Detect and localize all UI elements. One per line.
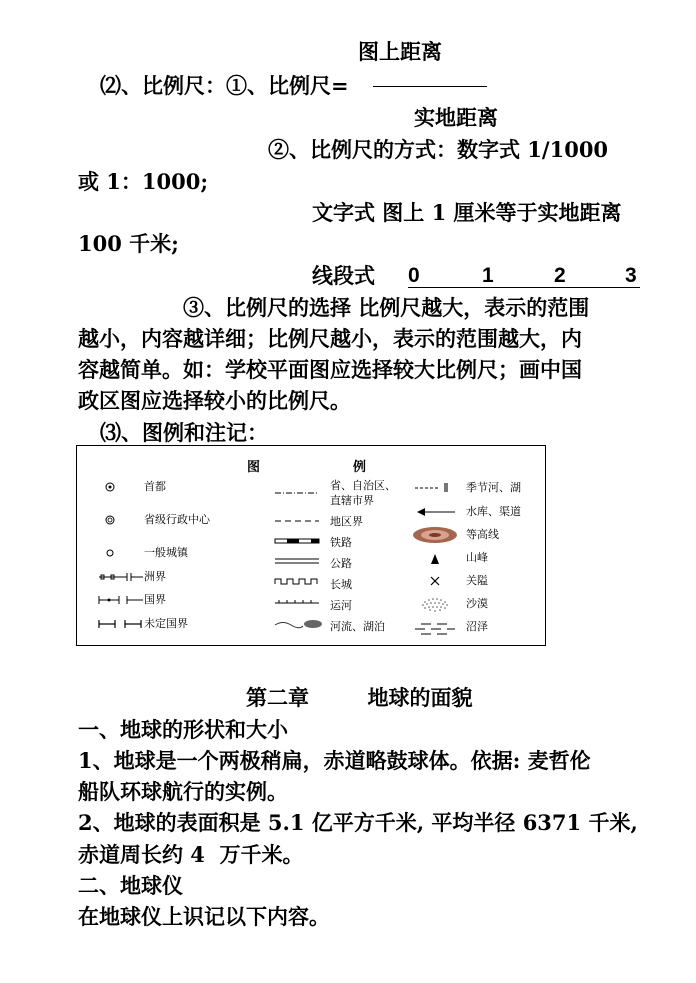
provincial-capital-icon [106, 516, 114, 524]
legend-label: 关隘 [466, 574, 488, 587]
line-form-label: 线段式 [312, 263, 375, 288]
legend-heading: ⑶、图例和注记： [100, 420, 268, 445]
scale-methods-line: 或 1：1000; [78, 169, 209, 194]
section-title: 一、地球的形状和大小 [78, 717, 288, 742]
legend-label: 等高线 [466, 528, 499, 541]
legend-label: 省、自治区、 [330, 479, 396, 492]
contour-icon [413, 527, 457, 543]
scale-heading: ⑵、比例尺：①、比例尺= [100, 73, 349, 98]
paragraph-line: 船队环球航行的实例。 [78, 779, 288, 804]
scale-tick-label: 3 [625, 264, 637, 287]
legend-label: 河流、湖泊 [330, 620, 385, 633]
paragraph-line: 在地球仪上识记以下内容。 [78, 904, 330, 929]
undetermined-border-icon [99, 620, 141, 628]
legend-label: 国界 [144, 593, 166, 606]
reservoir-icon [417, 508, 455, 516]
highway-icon [275, 559, 319, 563]
chapter-title: 第二章 地球的面貌 [246, 685, 473, 710]
river-lake-icon [275, 620, 322, 628]
selection-line: 越小，内容越详细；比例尺越小，表示的范围越大，内 [78, 326, 582, 351]
line-scale [408, 262, 640, 288]
railway-icon [275, 539, 319, 543]
legend-label: 沼泽 [466, 620, 488, 633]
scale-methods-line: ②、比例尺的方式：数字式 1/1000 [268, 137, 609, 162]
legend-label: 一般城镇 [144, 546, 188, 559]
legend-label: 水库、渠道 [466, 505, 521, 518]
map-legend [76, 445, 546, 646]
continent-border-icon [99, 573, 143, 581]
legend-label: 沙漠 [466, 597, 488, 610]
peak-icon [431, 554, 439, 564]
legend-label: 洲界 [144, 570, 166, 583]
pass-icon [431, 577, 439, 585]
legend-label: 铁路 [330, 536, 352, 549]
legend-col3-symbols [411, 476, 461, 642]
fraction-bar [373, 86, 487, 87]
formula-denominator: 实地距离 [414, 105, 498, 130]
legend-label: 首都 [144, 480, 166, 493]
formula-numerator: 图上距离 [358, 39, 442, 64]
canal-icon [275, 600, 319, 603]
selection-line: 政区图应选择较小的比例尺。 [78, 388, 351, 413]
legend-title-left: 图 [247, 460, 261, 475]
paragraph-line: 赤道周长约 4 万千米。 [78, 842, 304, 867]
scale-tick-label: 1 [482, 264, 494, 287]
scale-tick-label: 2 [554, 264, 566, 287]
legend-col1-symbols [97, 480, 147, 640]
scale-tick-label: 0 [408, 264, 420, 287]
marsh-icon [415, 624, 455, 634]
text-form-line: 文字式 图上 1 厘米等于实地距离 [312, 200, 622, 225]
legend-label: 直辖市界 [330, 494, 374, 507]
legend-title-right: 例 [353, 460, 367, 475]
legend-label: 省级行政中心 [144, 513, 210, 526]
legend-label: 公路 [330, 557, 352, 570]
great-wall-icon [275, 579, 317, 584]
legend-label: 地区界 [330, 515, 363, 528]
section-title: 二、地球仪 [78, 873, 183, 898]
scale-bar-line [408, 287, 640, 288]
legend-label: 季节河、湖 [466, 481, 521, 494]
seasonal-river-icon [415, 483, 448, 492]
legend-label: 运河 [330, 599, 352, 612]
selection-line: 容越简单。如：学校平面图应选择较大比例尺；画中国 [78, 357, 582, 382]
text-form-line: 100 千米; [78, 231, 179, 256]
legend-label: 山峰 [466, 551, 488, 564]
national-border-icon [99, 596, 143, 604]
town-icon [107, 550, 113, 556]
selection-line: ③、比例尺的选择 比例尺越大，表示的范围 [183, 295, 590, 320]
desert-icon [422, 598, 448, 612]
paragraph-line: 2、地球的表面积是 5.1 亿平方千米, 平均半径 6371 千米, [78, 810, 638, 835]
paragraph-line: 1、地球是一个两极稍扁，赤道略鼓球体。依据: 麦哲伦 [78, 748, 591, 773]
capital-icon [106, 483, 114, 491]
legend-label: 未定国界 [144, 617, 188, 630]
legend-col2-symbols [273, 480, 329, 640]
legend-label: 长城 [330, 578, 352, 591]
